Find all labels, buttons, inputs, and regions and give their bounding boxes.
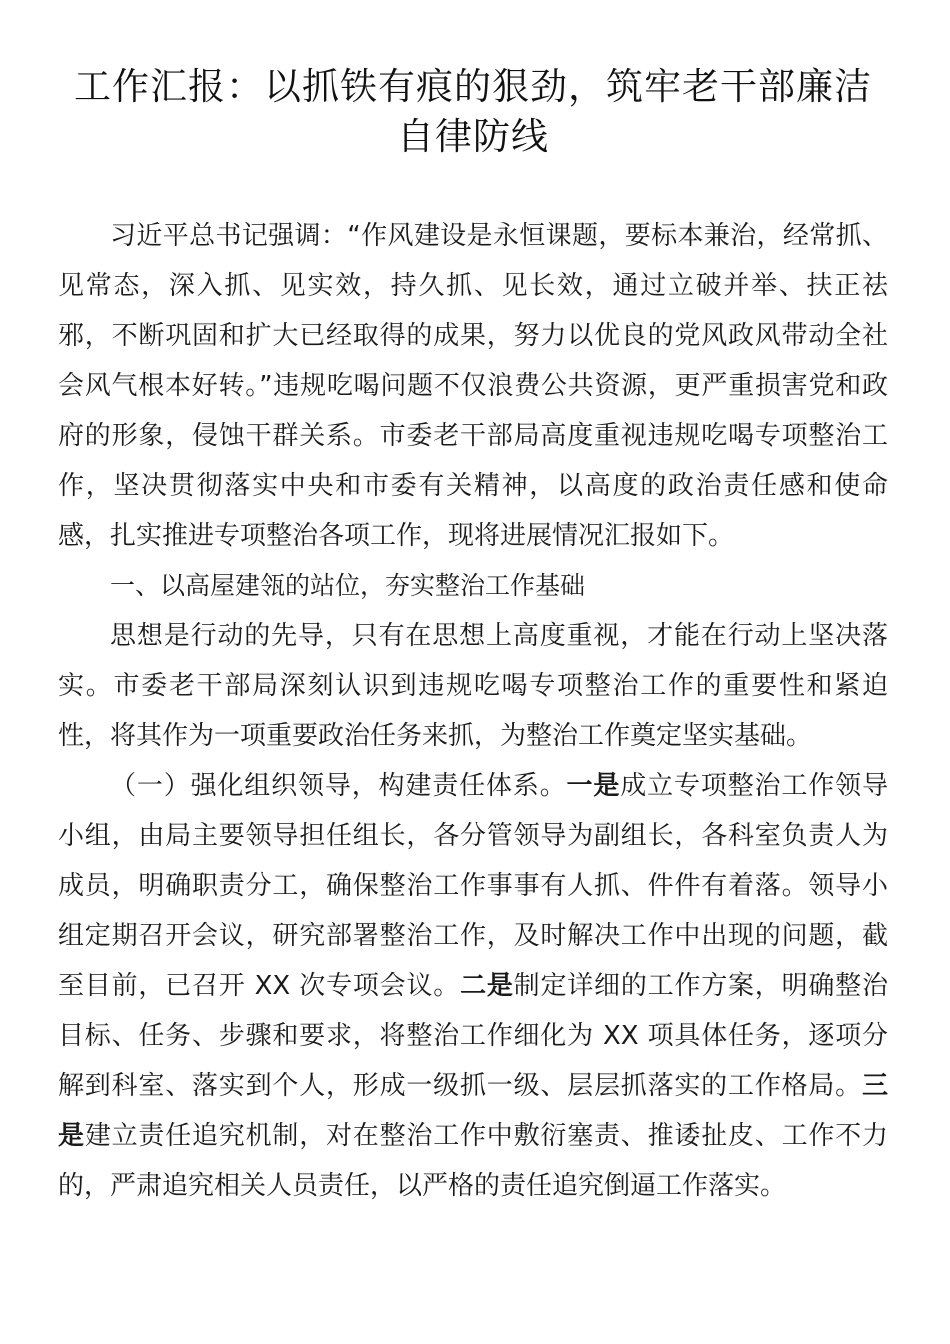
point-2-marker: 二是 — [460, 971, 514, 1001]
point-2-text: 制定详细的工作方案，明确整治目标、任务、步骤和要求，将整治工作细化为 XX 项具体任务，逐项分解到科室、落实到个人，形成一级抓一级、层层抓落实的工作格局。 — [58, 971, 888, 1101]
subsection-1-lead: （一）强化组织领导，构建责任体系。 — [110, 771, 567, 801]
intro-paragraph: 习近平总书记强调：“作风建设是永恒课题，要标本兼治，经常抓、见常态，深入抓、见实效，持久抓、见长效，通过立破并举、扶正祛邪，不断巩固和扩大已经取得的成果，努力以优良的党风政风带动全社会风气根本好转。”违规吃喝问题不仅浪费公共资源，更严重损害党和政府的形象，侵蚀干群关系。市委老干部局高度重视违规吃喝专项整治工作，坚决贯彻落实中央和市委有关精神，以高度的政治责任感和使命感，扎实推进专项整治各项工作，现将进展情况汇报如下。 — [58, 221, 888, 551]
section-1-heading: 一、以高屋建瓴的站位，夯实整治工作基础 — [110, 571, 586, 600]
point-1-text: 成立专项整治工作领导小组，由局主要领导担任组长，各分管领导为副组长，各科室负责人为成员，明确职责分工，确保整治工作事事有人抓、件件有着落。领导小组定期召开会议，研究部署整治工作，及时解决工作中出现的问题，截至目前，已召开 XX 次专项会议。 — [58, 771, 888, 1001]
section-1-paragraph: 思想是行动的先导，只有在思想上高度重视，才能在行动上坚决落实。市委老干部局深刻认识到违规吃喝专项整治工作的重要性和紧迫性，将其作为一项重要政治任务来抓，为整治工作奠定坚实基础。 — [58, 621, 888, 751]
document-title: 工作汇报：以抓铁有痕的狠劲，筑牢老干部廉洁自律防线 — [74, 65, 872, 158]
subsection-1-paragraph — [58, 761, 888, 1211]
document-body — [58, 211, 888, 1211]
point-3-text: 建立责任追究机制，对在整治工作中敷衍塞责、推诿扯皮、工作不力的，严肃追究相关人员责任，以严格的责任追究倒逼工作落实。 — [58, 1121, 888, 1201]
point-1-marker: 一是 — [566, 771, 621, 801]
point-3-marker: 三是 — [58, 1071, 888, 1151]
